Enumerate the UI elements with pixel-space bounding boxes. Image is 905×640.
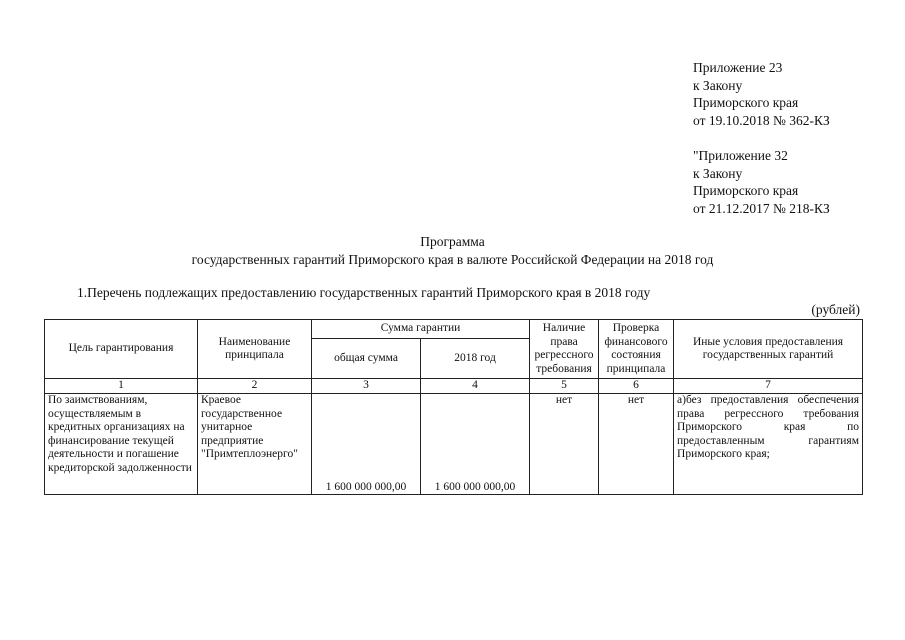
header-check: Проверка финансового состояния принципала <box>599 320 674 379</box>
table-row <box>45 394 863 495</box>
section-heading: 1.Перечень подлежащих предоставлению государственных гарантий Приморского края в 2018 году <box>77 285 651 300</box>
appendix-line: Приложение 23 <box>693 60 783 75</box>
appendix-current <box>693 59 830 129</box>
header-total: общая сумма <box>312 339 421 379</box>
column-number: 5 <box>530 379 599 394</box>
appendix-line: от 19.10.2018 № 362-КЗ <box>693 112 830 128</box>
cell-recourse: нет <box>530 394 599 495</box>
column-number: 2 <box>198 379 312 394</box>
appendix-line: Приморского края <box>693 95 799 110</box>
column-number: 4 <box>421 379 530 394</box>
units-label: (рублей) <box>811 302 860 317</box>
header-purpose: Цель гарантирования <box>45 320 198 379</box>
cell-year-2018: 1 600 000 000,00 <box>421 394 530 495</box>
column-number: 1 <box>45 379 198 394</box>
cell-total: 1 600 000 000,00 <box>312 394 421 495</box>
cell-other-conditions: а)без предоставления обеспечения права регрессного требования Приморского края по предоставленным гарантиям Приморского края; <box>674 394 863 495</box>
column-number: 6 <box>599 379 674 394</box>
cell-purpose: По заимствованиям, осуществляемым в кредитных организациях на финансирование текущей деятельности и погашение кредиторской задолженности <box>45 394 198 495</box>
document-subtitle: государственных гарантий Приморского края в валюте Российской Федерации на 2018 год <box>191 252 714 267</box>
appendix-line: Приморского края <box>693 183 799 198</box>
appendix-line: к Закону <box>693 165 743 181</box>
appendix-line: "Приложение 32 <box>693 148 788 163</box>
document-title: Программа <box>420 234 485 249</box>
cell-check: нет <box>599 394 674 495</box>
header-other-conditions: Иные условия предоставления государственных гарантий <box>674 320 863 379</box>
column-number-row <box>45 379 863 394</box>
cell-principal: Краевое государственное унитарное предприятие "Примтеплоэнерго" <box>198 394 312 495</box>
column-number: 7 <box>674 379 863 394</box>
appendix-line: к Закону <box>693 77 743 93</box>
appendix-line: от 21.12.2017 № 218-КЗ <box>693 200 830 216</box>
appendix-previous <box>693 147 830 217</box>
header-recourse: Наличие права регрессного требования <box>530 320 599 379</box>
header-year-2018: 2018 год <box>421 339 530 379</box>
header-sum-group: Сумма гарантии <box>312 320 530 339</box>
header-principal: Наименование принципала <box>198 320 312 379</box>
column-number: 3 <box>312 379 421 394</box>
guarantees-table <box>44 319 863 495</box>
